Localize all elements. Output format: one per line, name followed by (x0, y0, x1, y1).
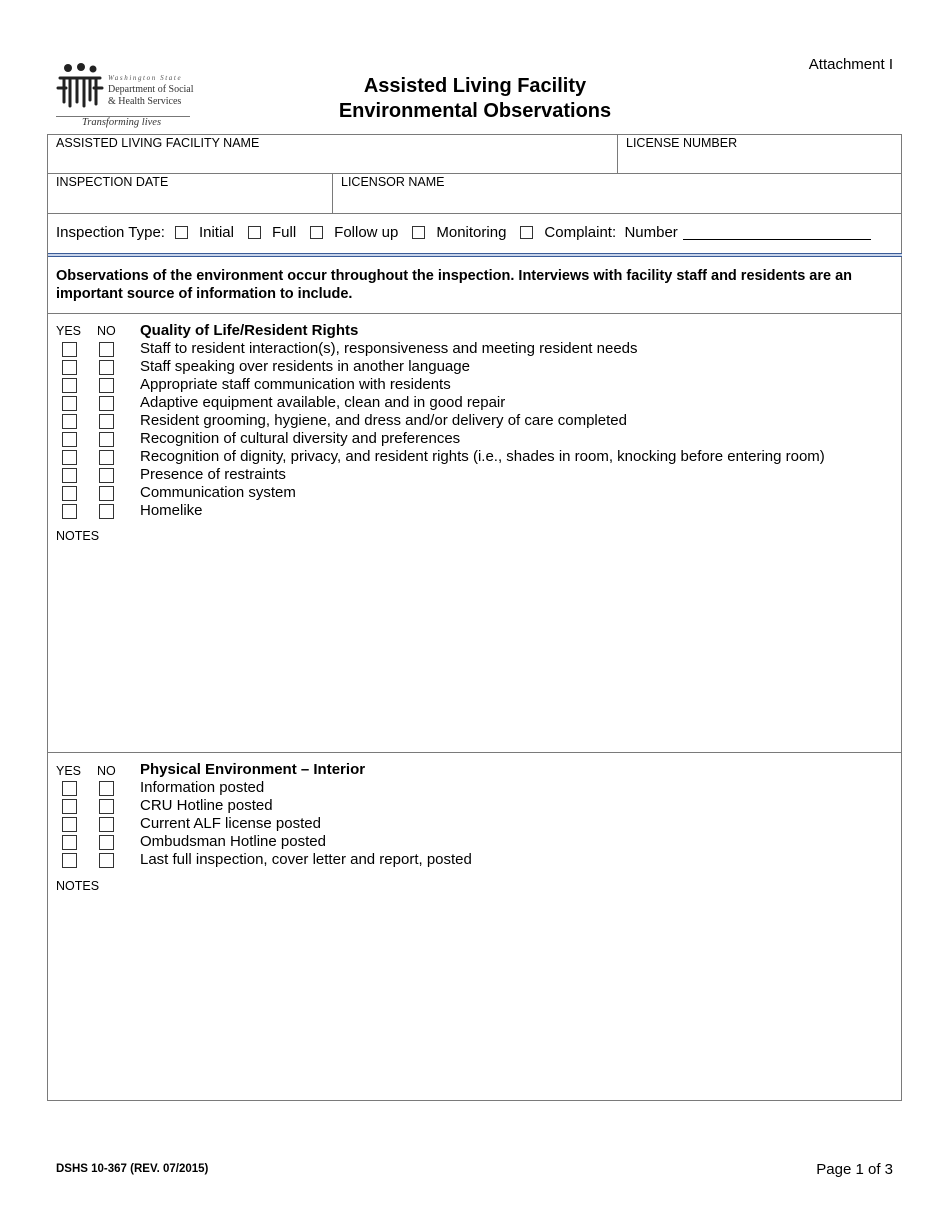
checklist-item: Staff speaking over residents in another language (140, 358, 470, 375)
checklist-item: Ombudsman Hotline posted (140, 833, 326, 850)
row-divider (48, 313, 902, 314)
no-checkbox[interactable] (99, 468, 114, 483)
checklist-item: Recognition of cultural diversity and preferences (140, 430, 461, 447)
yes-column-header: YES (56, 764, 82, 778)
full-checkbox[interactable] (248, 226, 261, 239)
inspection-type-label: Inspection Type: (56, 224, 165, 241)
checklist-item: Homelike (140, 502, 203, 519)
attachment-label: Attachment I (808, 56, 893, 73)
yes-checkbox[interactable] (62, 450, 77, 465)
yes-checkbox[interactable] (62, 853, 77, 868)
no-checkbox[interactable] (99, 817, 114, 832)
facility-name-field[interactable]: ASSISTED LIVING FACILITY NAME (56, 136, 260, 150)
complaint-checkbox[interactable] (520, 226, 533, 239)
section-title-physical-environment: Physical Environment – Interior (140, 761, 366, 778)
yes-checkbox[interactable] (62, 486, 77, 501)
checklist-item: Current ALF license posted (140, 815, 321, 832)
follow-up-checkbox[interactable] (310, 226, 323, 239)
title-line-1: Assisted Living Facility (363, 75, 587, 97)
no-checkbox[interactable] (99, 835, 114, 850)
no-checkbox[interactable] (99, 853, 114, 868)
initial-checkbox[interactable] (175, 226, 188, 239)
notes-area[interactable] (56, 546, 896, 746)
logo-dept-line2: & Health Services (108, 96, 182, 107)
form-title (0, 74, 950, 124)
yes-checkbox[interactable] (62, 342, 77, 357)
row-divider (48, 173, 902, 174)
no-checkbox[interactable] (99, 378, 114, 393)
no-checkbox[interactable] (99, 342, 114, 357)
inspection-type-row (56, 224, 871, 241)
logo-dept-line1: Department of Social (108, 84, 194, 95)
yes-checkbox[interactable] (62, 432, 77, 447)
column-divider (617, 134, 618, 174)
intro-text: Observations of the environment occur throughout the inspection. Interviews with facility staff and residents are an important source of information to include. (56, 268, 853, 302)
full-option-label: Full (272, 224, 297, 241)
follow-up-option-label: Follow up (334, 224, 399, 241)
page-number: Page 1 of 3 (816, 1161, 893, 1178)
yes-checkbox[interactable] (62, 378, 77, 393)
yes-checkbox[interactable] (62, 817, 77, 832)
monitoring-option-label: Monitoring (436, 224, 507, 241)
row-divider (48, 213, 902, 214)
yes-checkbox[interactable] (62, 396, 77, 411)
licensor-name-field[interactable]: LICENSOR NAME (341, 175, 445, 189)
checklist-item: Presence of restraints (140, 466, 286, 483)
section-title-quality-of-life: Quality of Life/Resident Rights (140, 322, 359, 339)
section-divider (48, 253, 902, 257)
notes-label: NOTES (56, 529, 100, 543)
yes-checkbox[interactable] (62, 781, 77, 796)
no-checkbox[interactable] (99, 360, 114, 375)
complaint-number-field[interactable] (683, 225, 871, 240)
yes-column-header: YES (56, 324, 82, 338)
yes-checkbox[interactable] (62, 835, 77, 850)
column-divider (332, 173, 333, 213)
yes-checkbox[interactable] (62, 504, 77, 519)
checklist-item: CRU Hotline posted (140, 797, 273, 814)
initial-option-label: Initial (198, 224, 234, 241)
no-checkbox[interactable] (99, 396, 114, 411)
no-checkbox[interactable] (99, 486, 114, 501)
notes-area[interactable] (56, 896, 896, 1096)
logo-tagline: Transforming lives (82, 117, 162, 128)
checklist-item: Staff to resident interaction(s), responsiveness and meeting resident needs (140, 340, 638, 357)
checklist-item: Communication system (140, 484, 296, 501)
no-column-header: NO (97, 324, 116, 338)
yes-checkbox[interactable] (62, 360, 77, 375)
complaint-option-label: Complaint: Number (544, 224, 678, 241)
no-checkbox[interactable] (99, 504, 114, 519)
no-checkbox[interactable] (99, 414, 114, 429)
yes-checkbox[interactable] (62, 468, 77, 483)
checklist-item: Appropriate staff communication with residents (140, 376, 451, 393)
no-checkbox[interactable] (99, 432, 114, 447)
license-number-field[interactable]: LICENSE NUMBER (626, 136, 738, 150)
checklist-item: Last full inspection, cover letter and report, posted (140, 851, 472, 868)
monitoring-checkbox[interactable] (412, 226, 425, 239)
notes-label: NOTES (56, 879, 100, 893)
no-checkbox[interactable] (99, 450, 114, 465)
yes-checkbox[interactable] (62, 799, 77, 814)
no-column-header: NO (97, 764, 116, 778)
checklist-item: Information posted (140, 779, 265, 796)
no-checkbox[interactable] (99, 799, 114, 814)
title-line-2: Environmental Observations (338, 100, 612, 122)
checklist-item: Resident grooming, hygiene, and dress and/or delivery of care completed (140, 412, 627, 429)
form-number: DSHS 10-367 (REV. 07/2015) (56, 1163, 209, 1175)
checklist-item: Recognition of dignity, privacy, and resident rights (i.e., shades in room, knocking before entering room) (140, 448, 825, 465)
no-checkbox[interactable] (99, 781, 114, 796)
row-divider (48, 752, 902, 753)
inspection-date-field[interactable]: INSPECTION DATE (56, 175, 169, 189)
logo-state-text: Washington State (108, 74, 183, 82)
yes-checkbox[interactable] (62, 414, 77, 429)
checklist-item: Adaptive equipment available, clean and in good repair (140, 394, 506, 411)
